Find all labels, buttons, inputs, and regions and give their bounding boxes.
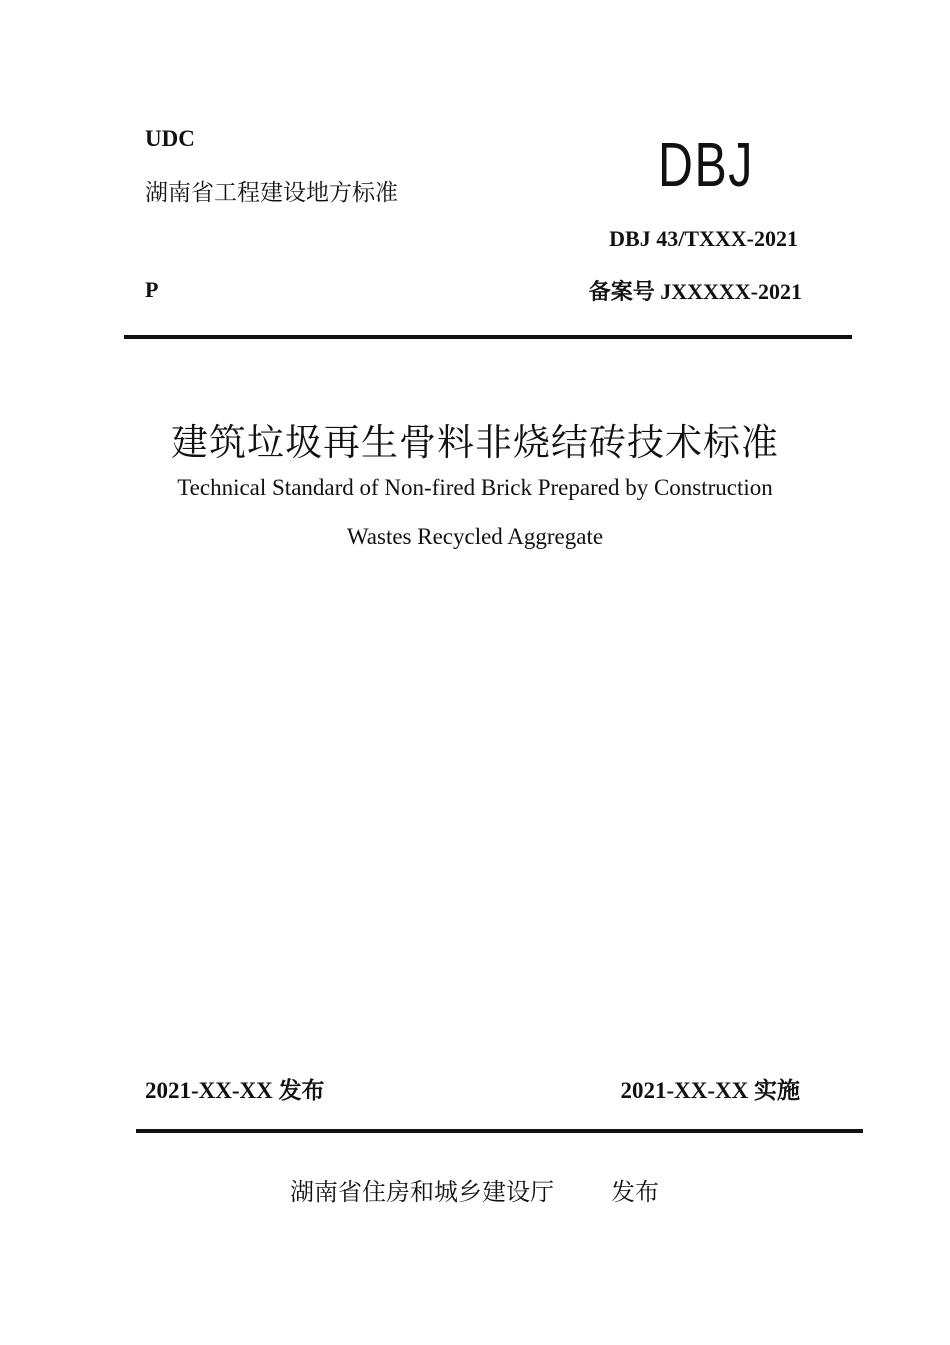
publish-label: 发布 (611, 1178, 659, 1206)
udc-label: UDC (145, 126, 195, 151)
title-chinese: 建筑垃圾再生骨料非烧结砖技术标准 (171, 421, 779, 464)
local-standard-label: 湖南省工程建设地方标准 (145, 180, 398, 206)
classification-code: P (145, 277, 159, 302)
title-english-line1: Technical Standard of Non-fired Brick Prepared by Construction (177, 475, 773, 500)
dbj-logo: DBJ (658, 131, 755, 200)
effective-date: 2021-XX-XX 实施 (620, 1078, 800, 1103)
publisher-name: 湖南省住房和城乡建设厅 (290, 1178, 554, 1206)
title-english-line2: Wastes Recycled Aggregate (346, 524, 604, 549)
release-date: 2021-XX-XX 发布 (145, 1078, 325, 1103)
top-divider (124, 335, 852, 339)
bottom-divider (136, 1129, 863, 1133)
standard-number: DBJ 43/TXXX-2021 (609, 226, 798, 251)
record-number: 备案号 JXXXXX-2021 (588, 279, 802, 304)
